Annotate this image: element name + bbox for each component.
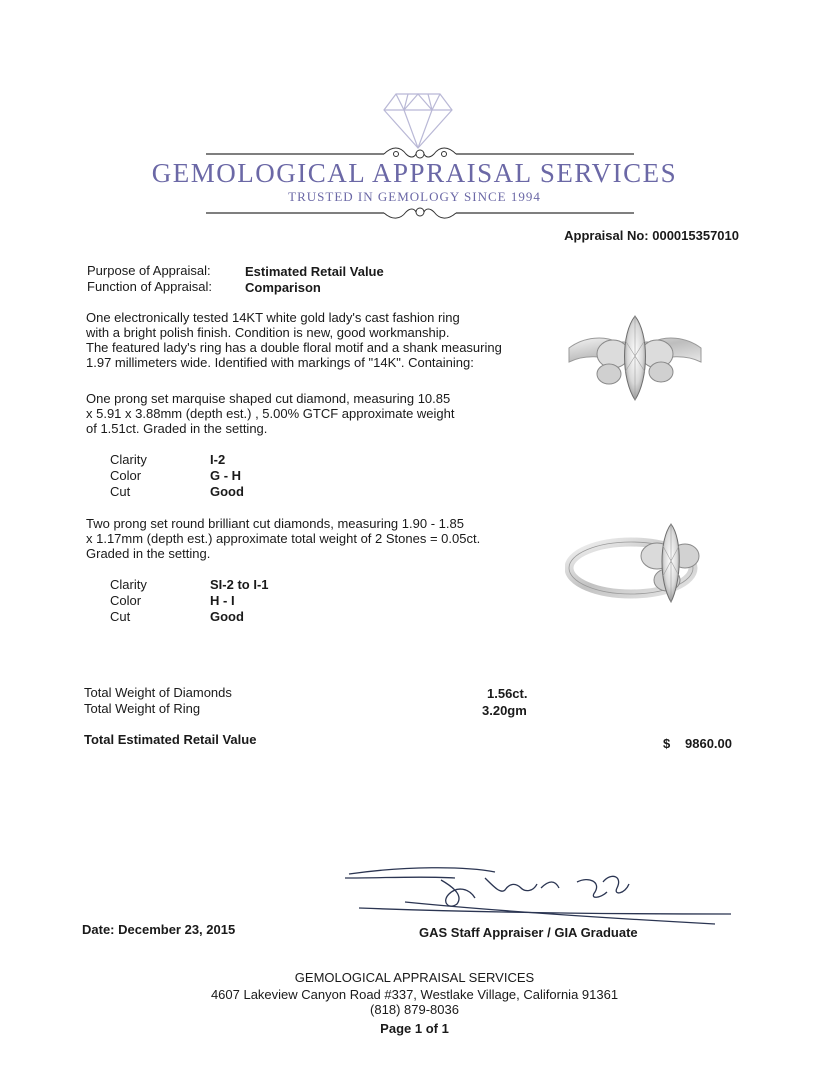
center-stone-line: One prong set marquise shaped cut diamond, measuring 10.85: [86, 391, 451, 406]
purpose-label: Purpose of Appraisal:: [87, 263, 211, 278]
grade-value: I-2: [210, 452, 226, 467]
logo-title: GEMOLOGICAL APPRAISAL SERVICES: [151, 158, 678, 188]
ring-photo-angle: [565, 510, 705, 610]
grade-label: Clarity: [110, 452, 147, 467]
grade-label: Color: [110, 468, 142, 483]
logo-bottom-rule: [206, 204, 634, 220]
description-line: The featured lady's ring has a double floral motif and a shank measuring: [86, 340, 502, 355]
center-stone-line: of 1.51ct. Graded in the setting.: [86, 421, 268, 436]
appraisal-date: Date: December 23, 2015: [82, 922, 236, 937]
description-line: One electronically tested 14KT white gold lady's cast fashion ring: [86, 310, 460, 325]
signature-caption: GAS Staff Appraiser / GIA Graduate: [419, 925, 638, 940]
total-diamonds-value: 1.56ct.: [487, 686, 528, 701]
grade-value: G - H: [210, 468, 242, 483]
footer-address: 4607 Lakeview Canyon Road #337, Westlake Village, California 91361: [210, 987, 619, 1002]
side-stones-line: x 1.17mm (depth est.) approximate total weight of 2 Stones = 0.05ct.: [86, 531, 481, 546]
side-color-row: [110, 593, 410, 609]
grade-value: Good: [210, 609, 244, 624]
footer-company: GEMOLOGICAL APPRAISAL SERVICES: [294, 970, 535, 985]
footer-phone: (818) 879-8036: [370, 1002, 459, 1017]
total-retail-value: 9860.00: [685, 736, 732, 751]
currency-symbol: $: [663, 736, 671, 751]
side-stones-description: [86, 516, 480, 561]
center-cut-row: [110, 484, 410, 500]
description-line: with a bright polish finish. Condition is new, good workmanship.: [86, 325, 450, 340]
side-stones-line: Two prong set round brilliant cut diamonds, measuring 1.90 - 1.85: [86, 516, 464, 531]
side-clarity-row: [110, 577, 410, 593]
grade-label: Color: [110, 593, 142, 608]
grade-value: H - I: [210, 593, 235, 608]
side-cut-row: [110, 609, 410, 625]
grade-label: Cut: [110, 609, 131, 624]
ring-photo-top: [565, 310, 705, 410]
grade-label: Clarity: [110, 577, 147, 592]
description: [86, 310, 502, 370]
appraisal-number: Appraisal No: 000015357010: [564, 228, 739, 243]
function-label: Function of Appraisal:: [87, 279, 213, 294]
grade-value: SI-2 to I-1: [210, 577, 269, 592]
center-clarity-row: [110, 452, 410, 468]
center-stone-description: [86, 391, 455, 436]
total-ring-label: Total Weight of Ring: [84, 701, 201, 716]
appraiser-signature: [345, 858, 735, 928]
page-number: Page 1 of 1: [380, 1021, 449, 1036]
grade-label: Cut: [110, 484, 131, 499]
side-stones-line: Graded in the setting.: [86, 546, 211, 561]
function-value: Comparison: [245, 280, 321, 295]
center-stone-line: x 5.91 x 3.88mm (depth est.) , 5.00% GTCF approximate weight: [86, 406, 455, 421]
center-color-row: [110, 468, 410, 484]
logo-tagline: TRUSTED IN GEMOLOGY SINCE 1994: [288, 189, 541, 204]
total-retail-label: Total Estimated Retail Value: [84, 732, 257, 747]
total-ring-value: 3.20gm: [482, 703, 527, 718]
grade-value: Good: [210, 484, 244, 499]
description-line: 1.97 millimeters wide. Identified with markings of "14K". Containing:: [86, 355, 474, 370]
purpose-value: Estimated Retail Value: [245, 264, 384, 279]
total-diamonds-label: Total Weight of Diamonds: [84, 685, 232, 700]
diamond-icon: [382, 92, 454, 150]
